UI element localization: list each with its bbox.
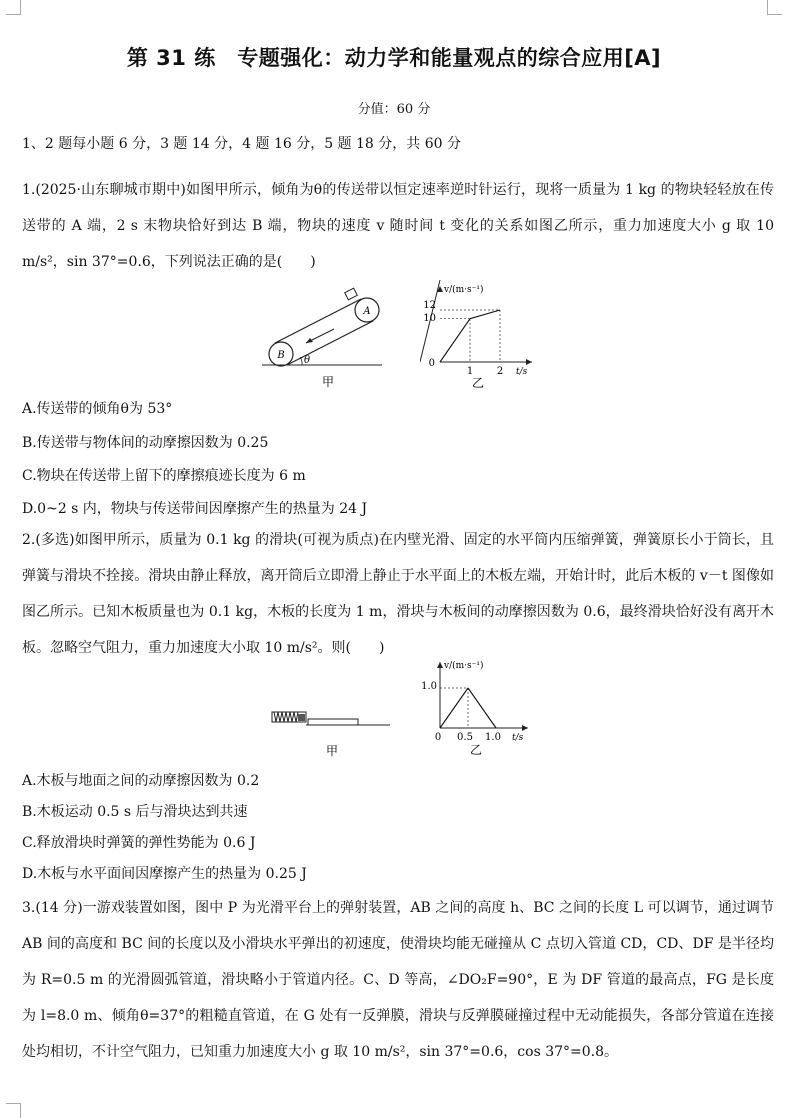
crop-mark-bottom-left	[6, 1103, 21, 1118]
q2-fig-a-caption: 甲	[325, 744, 339, 758]
slider-block	[298, 714, 305, 721]
q2-plot-area	[440, 688, 496, 728]
q1-series-segment-0	[440, 319, 470, 362]
q1-fig-a-caption: 甲	[321, 375, 335, 389]
q1-ytick-10: 10	[423, 313, 436, 324]
q2-origin: 0	[434, 732, 442, 743]
q1-option-a[interactable]: A.传送带的倾角θ为 53°	[22, 401, 173, 417]
q1-fig-b-caption: 乙	[471, 376, 485, 390]
block	[345, 288, 358, 300]
q2-xtick-10: 1.0	[485, 732, 501, 743]
x-axis-arrow-icon	[522, 725, 528, 731]
spring	[274, 712, 298, 722]
x-axis-arrow-icon	[526, 359, 532, 365]
page-title: 第 31 练 专题强化：动力学和能量观点的综合应用[A]	[126, 46, 662, 70]
q1-option-d[interactable]: D.0~2 s 内，物块与传送带间因摩擦产生的热量为 24 J	[22, 501, 368, 517]
score-total: 分值：60 分	[357, 102, 431, 117]
q2-option-c[interactable]: C.释放滑块时弹簧的弹性势能为 0.6 J	[22, 835, 256, 851]
label-b: B	[277, 350, 285, 361]
scoring-note: 1、2 题每小题 6 分，3 题 14 分，4 题 16 分，5 题 18 分，共 60 分	[22, 136, 462, 152]
q2-fig-b-caption: 乙	[469, 743, 483, 757]
q1-plot-area	[440, 310, 500, 362]
q2-option-b[interactable]: B.木板运动 0.5 s 后与滑块达到共速	[22, 804, 248, 820]
q1-option-b[interactable]: B.传送带与物体间的动摩擦因数为 0.25	[22, 435, 269, 451]
q1-xtick-2: 2	[496, 366, 504, 377]
q1-xlabel: t/s	[516, 367, 528, 377]
wooden-board	[308, 719, 358, 725]
q1-option-c[interactable]: C.物块在传送带上留下的摩擦痕迹长度为 6 m	[22, 468, 306, 484]
q2-series-segment-1	[468, 688, 496, 728]
y-axis-arrow-icon	[437, 662, 443, 668]
q2-option-d[interactable]: D.木板与水平面间因摩擦产生的热量为 0.25 J	[22, 866, 307, 882]
q1-origin: 0	[428, 358, 435, 369]
crop-mark-top-left	[6, 0, 21, 15]
label-a: A	[363, 306, 371, 317]
q1-series-segment-1	[470, 310, 500, 319]
q2-spring-figure	[268, 700, 398, 762]
q2-xtick-05: 0.5	[457, 732, 473, 743]
q1-ytick-12: 12	[423, 300, 436, 311]
angle-label: θ	[304, 355, 311, 366]
q1-vt-chart	[420, 280, 540, 392]
q2-xlabel: t/s	[512, 733, 524, 743]
crop-mark-top-right	[767, 0, 782, 15]
q1-stem: 1.(2025·山东聊城市期中)如图甲所示，倾角为θ的传送带以恒定速率逆时针运行，现将一质量为 1 kg 的物块轻轻放在传送带的 A 端，2 s 末物块恰好到达 B 端，物块的速度 v 随时间 t 变化的关系如图乙所示，重力加速度大小 g 取 10 m/s²，sin 37°=0.6，下列说法正确的是( )	[22, 182, 774, 270]
belt-bottom	[287, 321, 373, 365]
q2-ytick-1: 1.0	[421, 681, 437, 692]
q3-stem: 3.(14 分)一游戏装置如图，图中 P 为光滑平台上的弹射装置，AB 之间的高度 h、BC 之间的长度 L 可以调节，通过调节 AB 间的高度和 BC 间的长度以及小滑块水平弹出的初速度，使滑块均能无碰撞从 C 点切入管道 CD，CD、DF 是半径均为 R=0.5 m 的光滑圆弧管道，滑块略小于管道内径。C、D 等高，∠DO₂F=90°，E 为 DF 管道的最高点，FG 是长度为 l=8.0 m、倾角θ=37°的粗糙直管道，在 G 处有一反弹膜，滑块与反弹膜碰撞过程中无动能损失，各部分管道在连接处均相切，不计空气阻力，已知重力加速度大小 g 取 10 m/s²，sin 37°=0.6，cos 37°=0.8。	[22, 900, 774, 1060]
q2-ylabel: v/(m·s⁻¹)	[444, 661, 484, 671]
q1-ylabel: v/(m·s⁻¹)	[444, 285, 484, 295]
q1-xtick-1: 1	[466, 366, 474, 377]
q2-stem: 2.(多选)如图甲所示，质量为 0.1 kg 的滑块(可视为质点)在内壁光滑、固定的水平筒内压缩弹簧，弹簧原长小于筒长，且弹簧与滑块不拴接。滑块由静止释放，离开筒后立即滑上静止于水平面上的木板左端，开始计时，此后木板的 v－t 图像如图乙所示。已知木板质量也为 0.1 kg，木板的长度为 1 m，滑块与木板间的动摩擦因数为 0.6，最终滑块恰好没有离开木板。忽略空气阻力，重力加速度大小取 10 m/s²。则( )	[22, 532, 774, 656]
q1-conveyor-figure	[262, 286, 402, 390]
q2-series-segment-0	[440, 688, 468, 728]
q2-option-a[interactable]: A.木板与地面之间的动摩擦因数为 0.2	[22, 773, 260, 789]
belt-top	[275, 299, 361, 343]
angle-arc	[300, 357, 302, 365]
q2-vt-chart	[418, 656, 538, 768]
